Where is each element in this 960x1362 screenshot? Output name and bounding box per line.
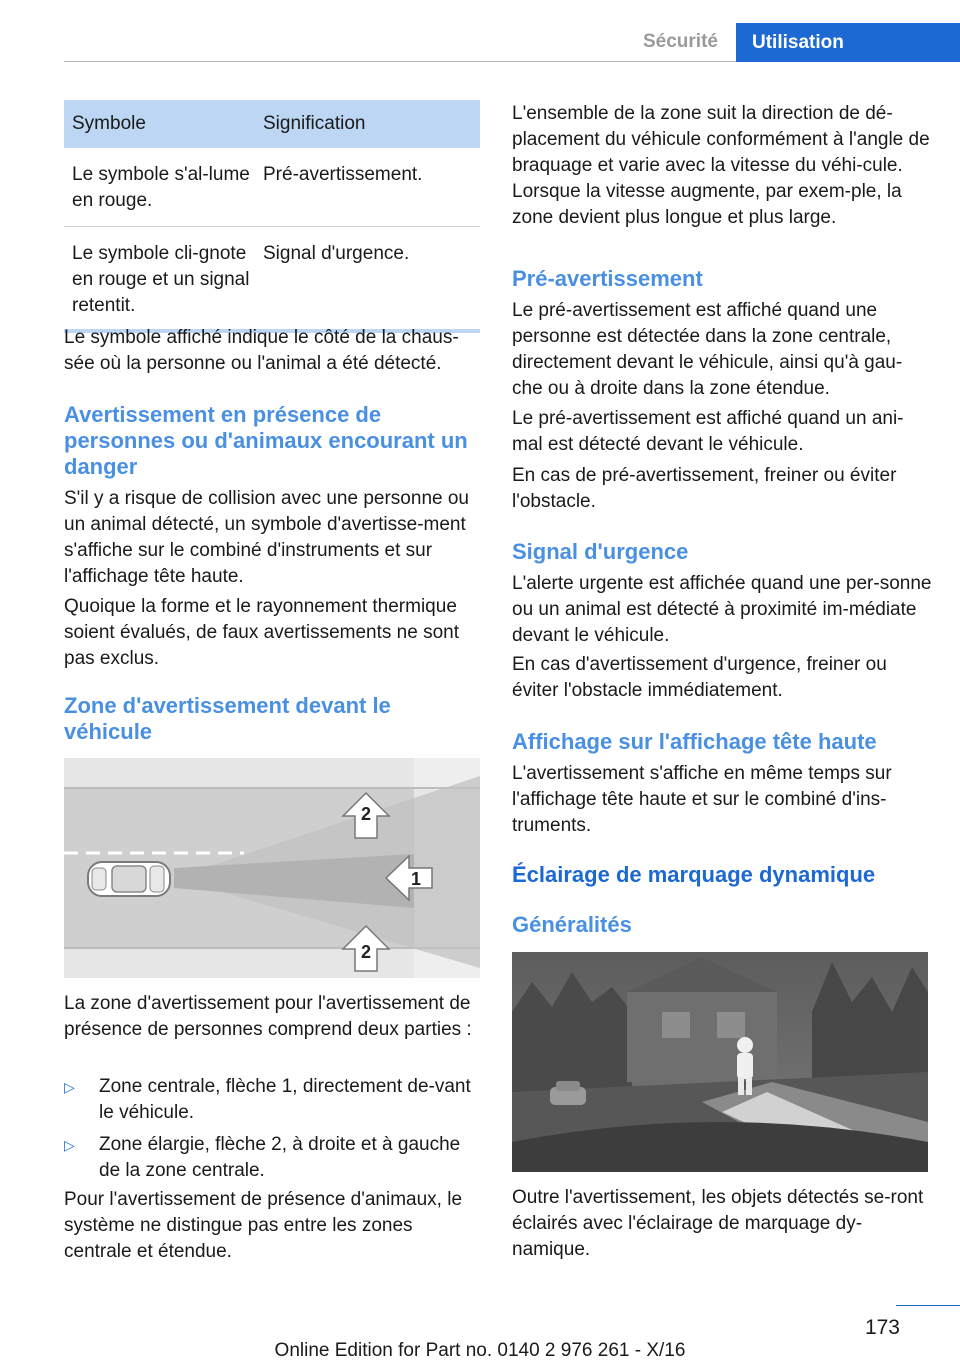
list-item: [64, 1074, 480, 1126]
car-icon: [88, 862, 170, 896]
paragraph: L'avertissement s'affiche en même temps sur l'affichage tête haute et sur le combiné d'ins-truments.: [512, 763, 892, 836]
header-chapter-tab[interactable]: Utilisation: [736, 23, 960, 62]
table-header: [64, 100, 480, 148]
table-cell: Pré-avertissement.: [263, 164, 423, 185]
edition-line: [0, 1340, 960, 1362]
paragraph: S'il y a risque de collision avec une personne ou un animal détecté, un symbole d'avertisse-ment s'affiche sur le combiné d'instruments et sur l'affichage tête haute.: [64, 488, 469, 587]
paragraph: Pour l'avertissement de présence d'animaux, le système ne distingue pas entre les zones centrale et étendue.: [64, 1189, 463, 1262]
warning-zone-diagram: [64, 758, 480, 978]
warning-zone-svg: [64, 758, 480, 978]
paragraph: Le symbole affiché indique le côté de la chaus-sée où la personne ou l'animal a été détecté.: [64, 327, 459, 374]
list-item-text: Zone élargie, flèche 2, à droite et à gauche de la zone centrale.: [99, 1134, 461, 1181]
fig-label-1: 1: [410, 869, 422, 889]
heading-dynamic-marking-light: Éclairage de marquage dynamique: [512, 862, 876, 887]
table-header-symbol: Symbole: [72, 113, 146, 134]
paragraph: La zone d'avertissement pour l'avertissement de présence de personnes comprend deux parties :: [64, 993, 472, 1040]
triangle-bullet-icon: ▷: [64, 1137, 75, 1153]
paragraph: L'alerte urgente est affichée quand une per-sonne ou un animal est détecté à proximité im-médiate devant le véhicule.: [512, 573, 932, 646]
paragraph: L'ensemble de la zone suit la direction de dé-placement du véhicule conformément à l'angle de braquage et varie avec la vitesse du véhi-cule. Lorsque la vitesse augmente, par exem-ple, la zone devient plus longue et plus large.: [512, 103, 930, 228]
triangle-bullet-icon: ▷: [64, 1079, 75, 1095]
heading-general: Généralités: [512, 912, 632, 937]
heading-emergency-signal: Signal d'urgence: [512, 539, 689, 564]
heading-warning-zone: Zone d'avertissement devant le véhicule: [64, 693, 391, 744]
paragraph: En cas de pré-avertissement, freiner ou éviter l'obstacle.: [512, 465, 897, 512]
fig-label-2-top: 2: [360, 804, 372, 824]
table-cell: Le symbole cli-gnote en rouge et un signal retentit.: [72, 243, 250, 316]
fig-label-2-bottom: 2: [360, 942, 372, 962]
zone-list: [64, 1074, 480, 1190]
header-section[interactable]: Sécurité: [643, 31, 718, 52]
symbol-table: [64, 100, 480, 333]
heading-danger-warning: Avertissement en présence de personnes ou d'animaux encourant un danger: [64, 402, 468, 479]
page-number: 173: [864, 1316, 900, 1339]
paragraph: Le pré-avertissement est affiché quand un ani-mal est détecté devant le véhicule.: [512, 408, 904, 455]
heading-hud-display: Affichage sur l'affichage tête haute: [512, 729, 877, 754]
list-item-text: Zone centrale, flèche 1, directement de-vant le véhicule.: [99, 1076, 471, 1123]
paragraph: Quoique la forme et le rayonnement thermique soient évalués, de faux avertissements ne sont pas exclus.: [64, 596, 460, 669]
table-row: [64, 227, 480, 329]
heading-pre-warning: Pré-avertissement: [512, 266, 703, 291]
table-cell: Signal d'urgence.: [263, 243, 410, 264]
paragraph: Le pré-avertissement est affiché quand une personne est détectée dans la zone centrale, directement devant le véhicule, ainsi qu'à gau-che ou à droite dans la zone étendue.: [512, 300, 903, 399]
edition-text: Online Edition for Part no. 0140 2 976 261 - X/16: [274, 1340, 686, 1361]
footer-rule: [896, 1305, 960, 1306]
table-row: [64, 148, 480, 227]
paragraph: Outre l'avertissement, les objets détectés se-ront éclairés avec l'éclairage de marquage dy-namique.: [512, 1187, 924, 1260]
table-header-meaning: Signification: [263, 113, 366, 134]
table-cell: Le symbole s'al-lume en rouge.: [72, 164, 250, 211]
list-item: [64, 1132, 480, 1184]
paragraph: En cas d'avertissement d'urgence, freiner ou éviter l'obstacle immédiatement.: [512, 654, 887, 701]
night-scene-svg: [512, 952, 928, 1172]
night-spotlight-image: [512, 952, 928, 1172]
